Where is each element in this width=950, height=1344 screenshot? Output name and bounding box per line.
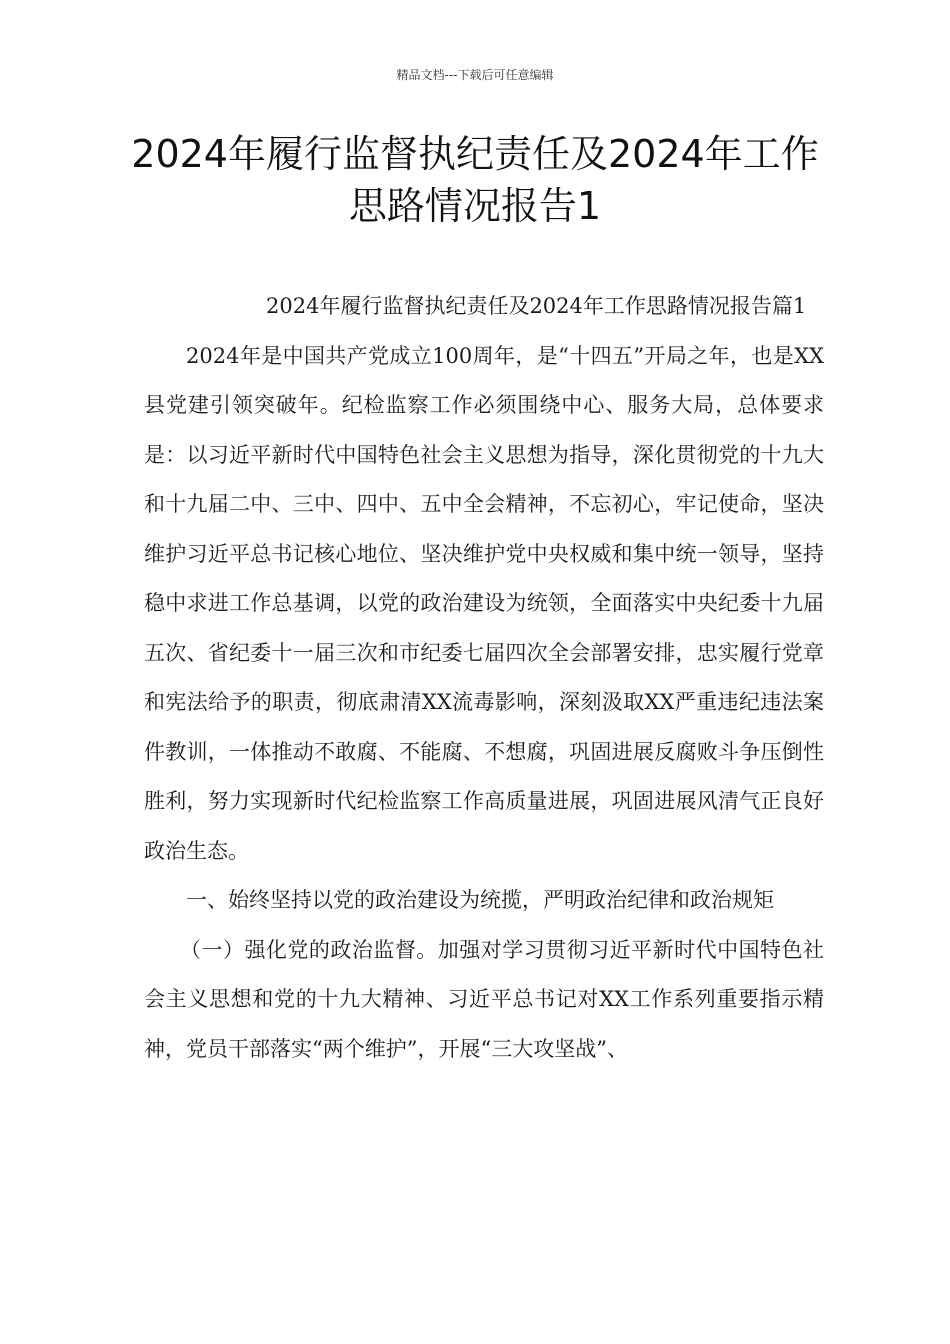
paragraph-intro: 2024年是中国共产党成立100周年，是“十四五”开局之年，也是XX县党建引领突破年。纪检监察工作必须围绕中心、服务大局，总体要求是：以习近平新时代中国特色社会主义思想为指导，深化贯彻党的十九大和十九届二中、三中、四中、五中全会精神，不忘初心，牢记使命，坚决维护习近平总书记核心地位、坚决维护党中央权威和集中统一领导，坚持稳中求进工作总基调，以党的政治建设为统领，全面落实中央纪委十九届五次、省纪委十一届三次和市纪委七届四次全会部署安排，忠实履行党章和宪法给予的职责，彻底肃清XX流毒影响，深刻汲取XX严重违纪违法案件教训，一体推动不敢腐、不能腐、不想腐，巩固进展反腐败斗争压倒性胜利，努力实现新时代纪检监察工作高质量进展，巩固进展风清气正良好政治生态。	[144, 343, 824, 863]
header-note: 精品文档---下载后可任意编辑	[396, 68, 554, 82]
document-subtitle: 2024年履行监督执纪责任及2024年工作思路情况报告篇1	[266, 294, 807, 318]
section-heading-1: 一、始终坚持以党的政治建设为统揽，严明政治纪律和政治规矩	[186, 888, 774, 912]
paragraph-political-supervision: （一）强化党的政治监督。加强对学习贯彻习近平新时代中国特色社会主义思想和党的十九大精神、习近平总书记对XX工作系列重要指示精神，党员干部落实“两个维护”，开展“三大攻坚战”、	[144, 937, 824, 1061]
document-title: 2024年履行监督执纪责任及2024年工作思路情况报告1	[131, 132, 819, 228]
document-body	[144, 282, 824, 1074]
